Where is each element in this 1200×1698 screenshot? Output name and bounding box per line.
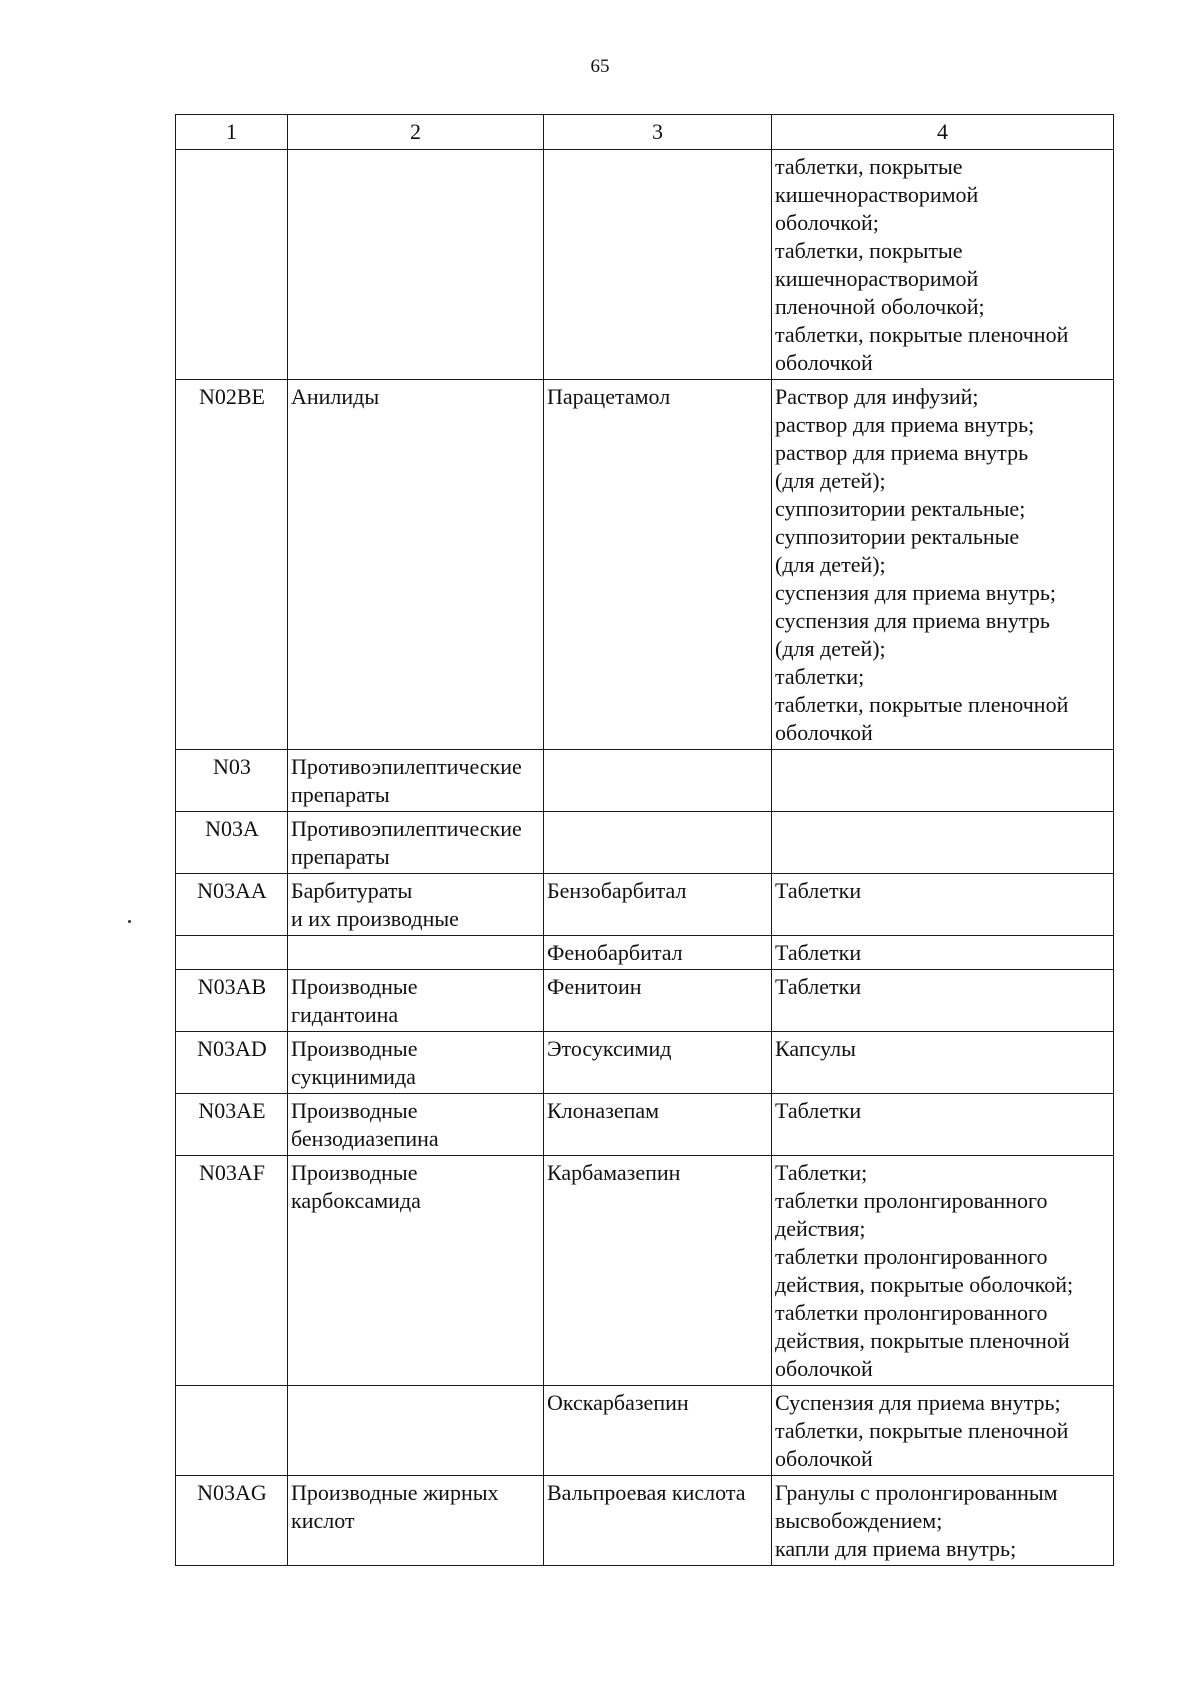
dosage-forms-cell — [772, 812, 1114, 874]
table-row — [176, 970, 1114, 1032]
table-row — [176, 1156, 1114, 1386]
table-row — [176, 150, 1114, 380]
dosage-forms-cell: Таблетки — [772, 1094, 1114, 1156]
atc-code-cell: N03AE — [176, 1094, 288, 1156]
atc-code-cell: N03AD — [176, 1032, 288, 1094]
atc-code-cell — [176, 936, 288, 970]
table-row — [176, 1094, 1114, 1156]
substance-cell: Окскарбазепин — [544, 1386, 772, 1476]
dosage-forms-cell: Гранулы с пролонгированным высвобождением; капли для приема внутрь; — [772, 1476, 1114, 1566]
dosage-forms-cell: Раствор для инфузий; раствор для приема внутрь; раствор для приема внутрь (для детей); суппозитории ректальные; суппозитории ректальные (для детей); суспензия для приема внутрь; суспензия для приема внутрь (для детей); таблетки; таблетки, покрытые пленочной оболочкой — [772, 380, 1114, 750]
group-cell — [288, 150, 544, 380]
group-cell — [288, 936, 544, 970]
dosage-forms-cell — [772, 750, 1114, 812]
dosage-forms-cell: Таблетки — [772, 874, 1114, 936]
atc-code-cell: N03 — [176, 750, 288, 812]
substance-cell: Бензобарбитал — [544, 874, 772, 936]
substance-cell: Вальпроевая кислота — [544, 1476, 772, 1566]
substance-cell — [544, 750, 772, 812]
atc-code-cell: N03AF — [176, 1156, 288, 1386]
column-header-2: 2 — [288, 115, 544, 150]
group-cell: Противоэпилептические препараты — [288, 812, 544, 874]
group-cell: Барбитураты и их производные — [288, 874, 544, 936]
dosage-forms-cell: Таблетки; таблетки пролонгированного действия; таблетки пролонгированного действия, покрытые оболочкой; таблетки пролонгированного действия, покрытые пленочной оболочкой — [772, 1156, 1114, 1386]
substance-cell: Клоназепам — [544, 1094, 772, 1156]
dosage-forms-cell: Капсулы — [772, 1032, 1114, 1094]
scan-dot — [128, 920, 131, 923]
atc-code-cell: N03A — [176, 812, 288, 874]
table-row — [176, 1032, 1114, 1094]
atc-code-cell: N03AB — [176, 970, 288, 1032]
drug-table — [175, 114, 1114, 1566]
group-cell: Производные сукцинимида — [288, 1032, 544, 1094]
atc-code-cell: N03AA — [176, 874, 288, 936]
table-row — [176, 936, 1114, 970]
dosage-forms-cell: Таблетки — [772, 936, 1114, 970]
table-row — [176, 750, 1114, 812]
group-cell: Производные карбоксамида — [288, 1156, 544, 1386]
group-cell: Противоэпилептические препараты — [288, 750, 544, 812]
group-cell — [288, 1386, 544, 1476]
atc-code-cell: N03AG — [176, 1476, 288, 1566]
column-header-4: 4 — [772, 115, 1114, 150]
column-header-1: 1 — [176, 115, 288, 150]
substance-cell: Фенобарбитал — [544, 936, 772, 970]
substance-cell — [544, 150, 772, 380]
atc-code-cell — [176, 150, 288, 380]
group-cell: Производные гидантоина — [288, 970, 544, 1032]
table-row — [176, 1476, 1114, 1566]
column-header-3: 3 — [544, 115, 772, 150]
substance-cell: Фенитоин — [544, 970, 772, 1032]
table-row — [176, 380, 1114, 750]
group-cell: Производные бензодиазепина — [288, 1094, 544, 1156]
group-cell: Производные жирных кислот — [288, 1476, 544, 1566]
atc-code-cell — [176, 1386, 288, 1476]
atc-code-cell: N02BE — [176, 380, 288, 750]
dosage-forms-cell: таблетки, покрытые кишечнорастворимой оболочкой; таблетки, покрытые кишечнорастворимой пленочной оболочкой; таблетки, покрытые пленочной оболочкой — [772, 150, 1114, 380]
table-row — [176, 874, 1114, 936]
table-row — [176, 1386, 1114, 1476]
group-cell: Анилиды — [288, 380, 544, 750]
page-number: 65 — [590, 56, 610, 77]
substance-cell: Парацетамол — [544, 380, 772, 750]
dosage-forms-cell: Таблетки — [772, 970, 1114, 1032]
substance-cell: Карбамазепин — [544, 1156, 772, 1386]
header-row — [176, 115, 1114, 150]
table-row — [176, 812, 1114, 874]
substance-cell: Этосуксимид — [544, 1032, 772, 1094]
substance-cell — [544, 812, 772, 874]
dosage-forms-cell: Суспензия для приема внутрь; таблетки, покрытые пленочной оболочкой — [772, 1386, 1114, 1476]
